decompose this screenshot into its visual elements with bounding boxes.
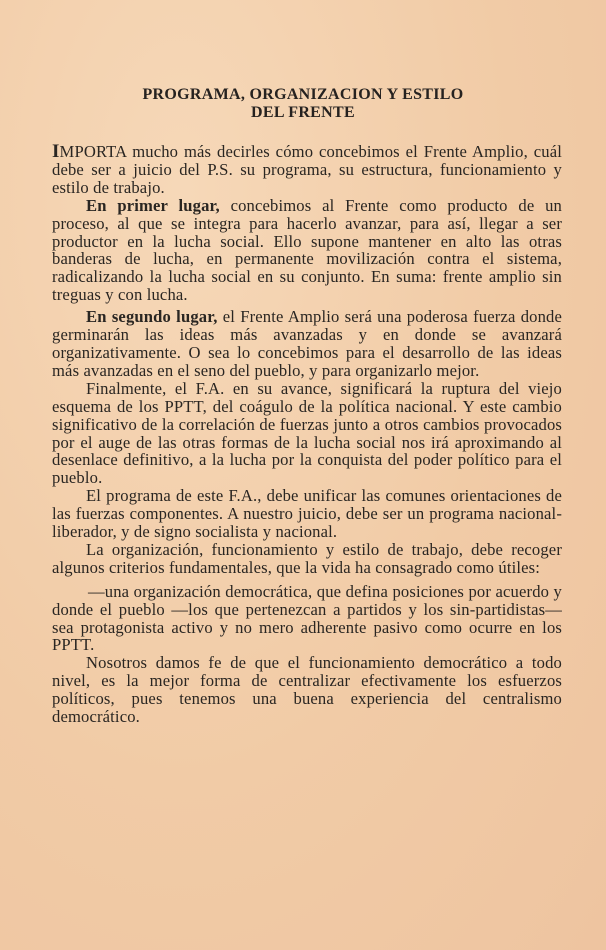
paragraph-2-text: concebimos al Frente como producto de un proceso, al que se integra para hacerlo avanzar, para así, llegar a ser productor en la lucha social. Ello supone mantener en alto las otras banderas de lucha, en permanente movilización contra el sistema, radicalizando la lucha social en su conjunto. En suma: frente amplio sin treguas y con lucha. — [52, 195, 563, 305]
paragraph-1 — [52, 143, 562, 197]
paragraph-2 — [52, 197, 562, 304]
paragraph-4: Finalmente, el F.A. en su avance, significará la ruptura del viejo esquema de los PPTT, del coágulo de la política nacional. Y este cambio significativo de la correlación de fuerzas junto a otros cambios provocados por el auge de las otras formas de la lucha social nos irá aproximando al desenlace definitivo, a la lucha por la conquista del poder político para el pueblo. — [52, 378, 562, 488]
paragraph-5: El programa de este F.A., debe unificar las comunes orientaciones de las fuerzas componentes. A nuestro juicio, debe ser un programa nacional-liberador, y de signo socialista y nacional. — [52, 486, 562, 542]
page-title — [60, 86, 546, 122]
paragraph-3-text: el Frente Amplio será una poderosa fuerza donde germinarán las ideas más avanzadas y en donde se avanzará organizativamente. O sea lo concebimos para el desarrollo de las ideas más avanzadas en el seno del pueblo, y para organizarlo mejor. — [52, 307, 562, 380]
paragraph-3-lead: En segundo lugar, — [86, 307, 218, 327]
title-line-2: DEL FRENTE — [251, 104, 355, 121]
title-line-1: PROGRAMA, ORGANIZACION Y ESTILO — [142, 86, 464, 103]
paragraph-3 — [52, 308, 562, 380]
paragraph-7: —una organización democrática, que defina posiciones por acuerdo y donde el pueblo —los que pertenezcan a partidos y los sin-partidistas— sea protagonista activo y no mero adherente pasivo como ocurre en los PPTT. — [52, 581, 562, 655]
paragraph-1-text: MPORTA mucho más decirles cómo concebimos el Frente Amplio, cuál debe ser a juicio del P.S. su programa, su estructura, funcionamiento y estilo de trabajo. — [52, 142, 562, 197]
drop-cap: I — [52, 141, 60, 162]
paragraph-6: La organización, funcionamiento y estilo de trabajo, debe recoger algunos criterios fundamentales, que la vida ha consagrado como útiles: — [52, 539, 562, 577]
article-body — [52, 143, 562, 726]
paragraph-2-lead: En primer lugar, — [86, 195, 220, 215]
paragraph-8: Nosotros damos fe de que el funcionamiento democrático a todo nivel, es la mejor forma de centralizar efectivamente los esfuerzos políticos, pues tenemos una buena experiencia del centralismo democrático. — [52, 653, 562, 727]
